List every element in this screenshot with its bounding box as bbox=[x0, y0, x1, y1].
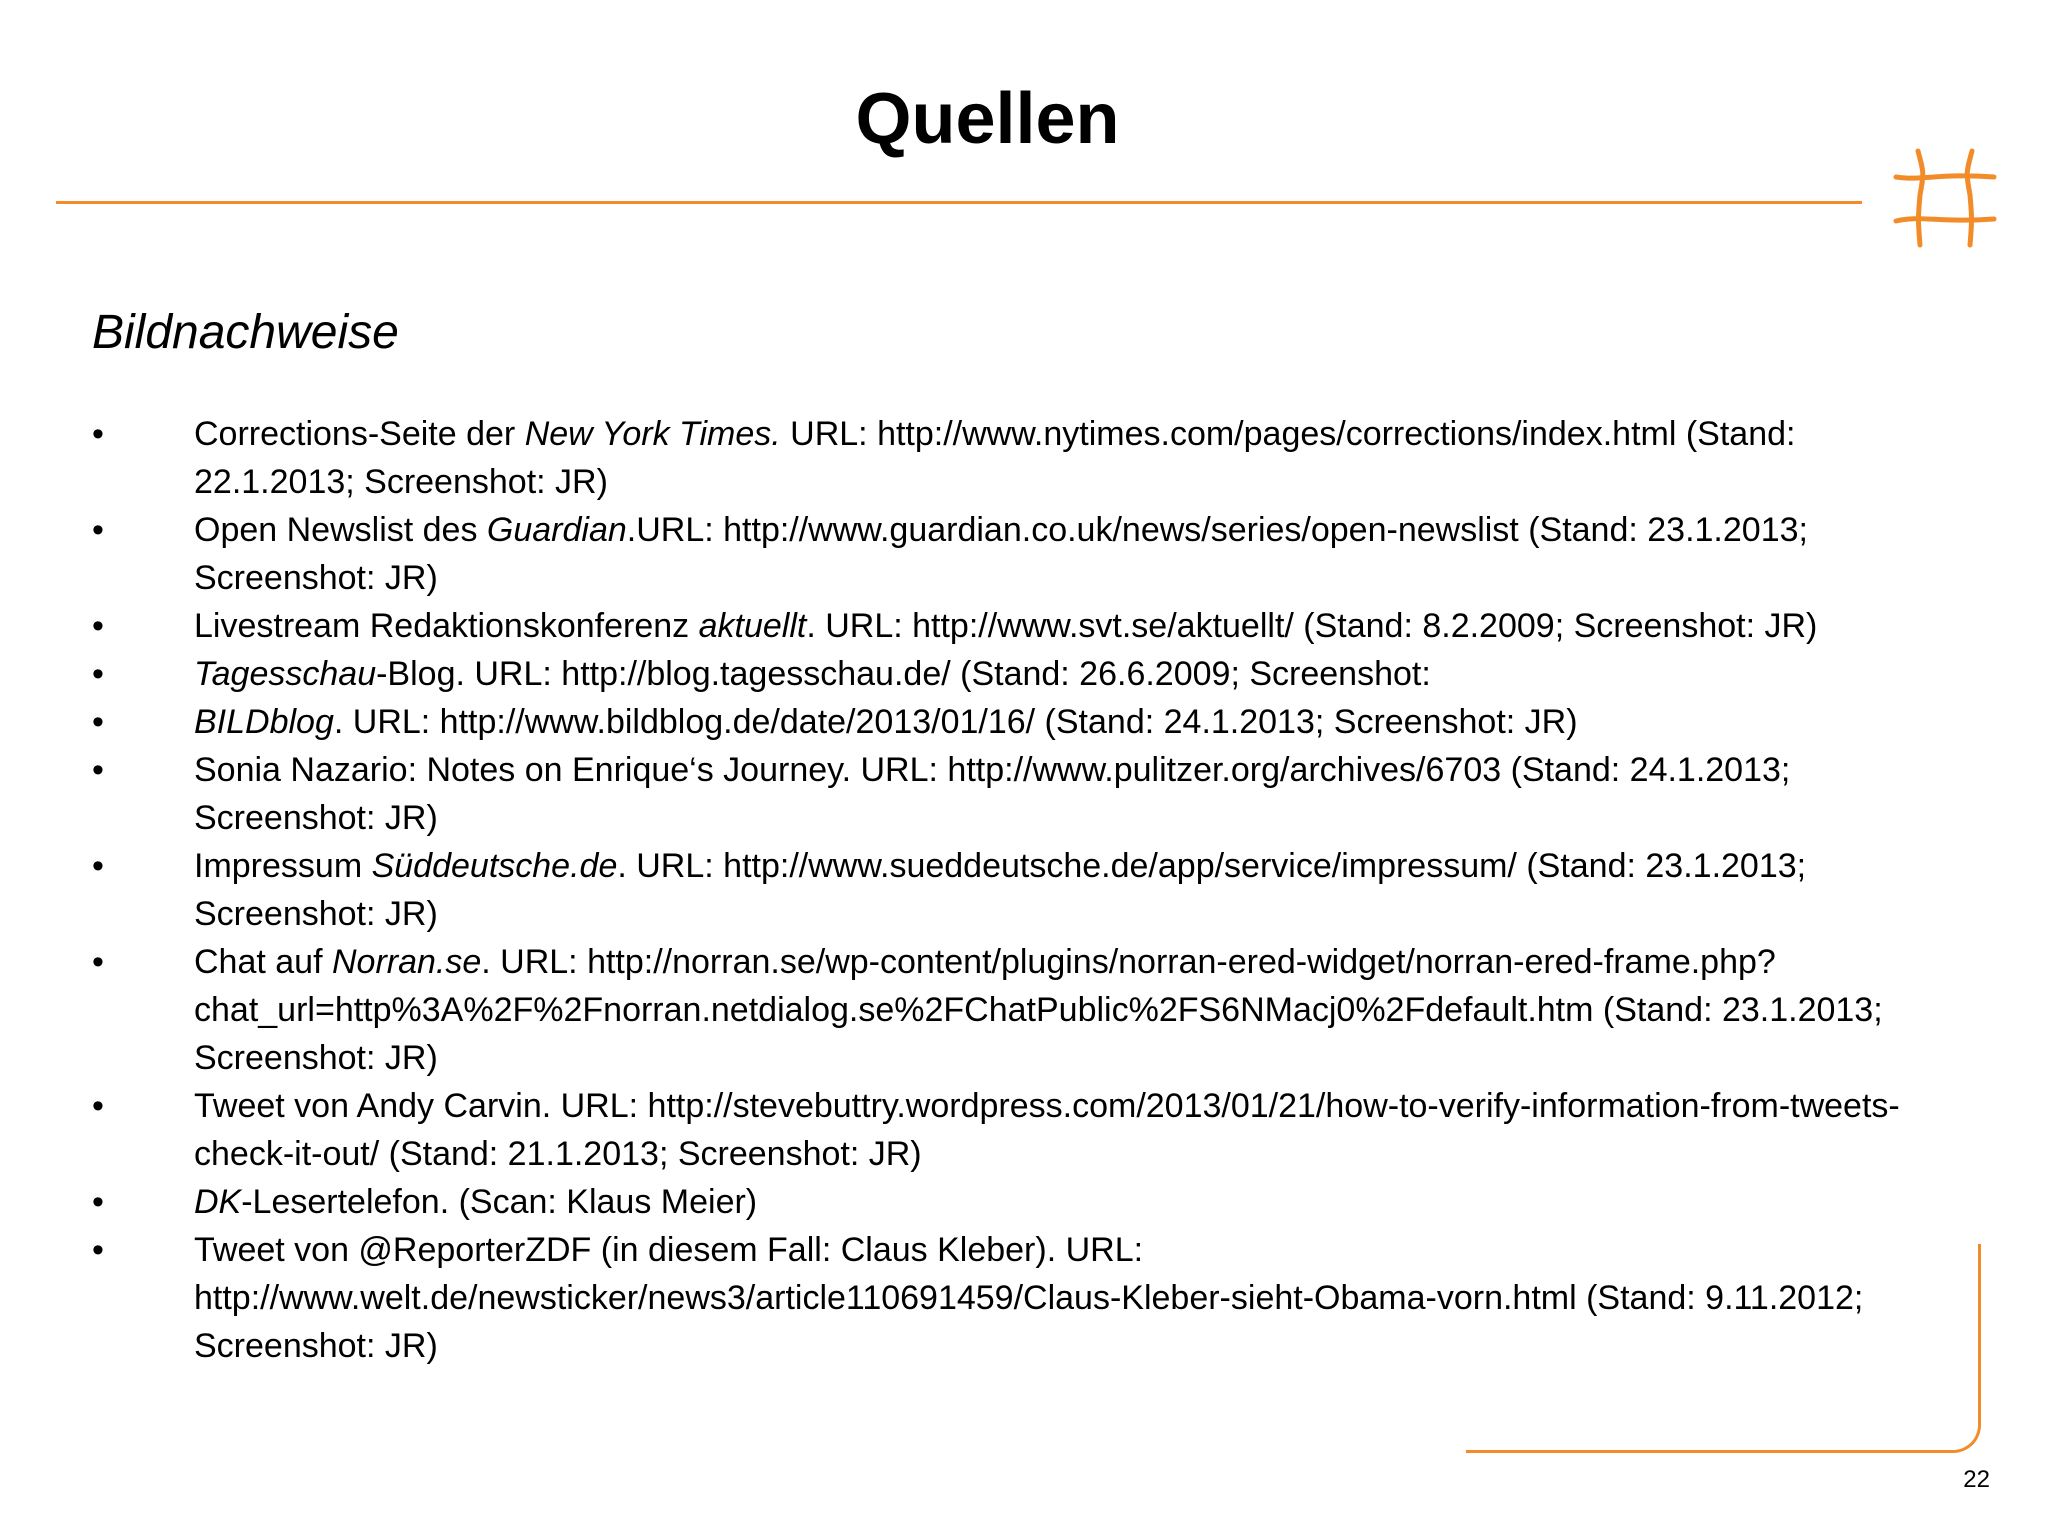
item-source-name: DK bbox=[194, 1183, 242, 1221]
item-text: Tweet von @ReporterZDF (in diesem Fall: Claus Kleber). URL: http://www.welt.de/newsticker/news3/article110691459/Claus-Kleber-sieht-Obama-vorn.html (Stand: 9.11.2012; Screenshot: JR) bbox=[194, 1231, 1864, 1365]
bullet-icon: • bbox=[92, 415, 104, 453]
item-text: Tweet von Andy Carvin. URL: http://stevebuttry.wordpress.com/2013/01/21/how-to-verify-information-from-tweets-check-it-out/ (Stand: 21.1.2013; Screenshot: JR) bbox=[194, 1087, 1900, 1173]
item-source-name: Norran.se bbox=[331, 943, 482, 981]
bullet-icon: • bbox=[92, 751, 104, 789]
item-source-name: BILDblog bbox=[194, 703, 334, 741]
list-item bbox=[92, 650, 1952, 698]
item-source-name: Guardian bbox=[486, 511, 627, 549]
item-text: Open Newslist des bbox=[194, 511, 487, 549]
item-text: Impressum bbox=[194, 847, 372, 885]
item-source-name: New York Times. bbox=[524, 415, 781, 453]
bullet-icon: • bbox=[92, 703, 104, 741]
list-item bbox=[92, 698, 1952, 746]
item-text: Sonia Nazario: Notes on Enrique‘s Journey. URL: http://www.pulitzer.org/archives/6703 (Stand: 24.1.2013; Screenshot: JR) bbox=[194, 751, 1791, 837]
item-text: . URL: http://www.sueddeutsche.de/app/service/impressum/ (Stand: 23.1.2013; Screenshot: JR) bbox=[194, 847, 1807, 933]
bullet-icon: • bbox=[92, 511, 104, 549]
item-source-name: aktuellt bbox=[698, 607, 807, 645]
title-divider bbox=[56, 201, 1862, 204]
item-text: Corrections-Seite der bbox=[194, 415, 525, 453]
item-text: -Blog. URL: http://blog.tagesschau.de/ (Stand: 26.6.2009; Screenshot: bbox=[376, 655, 1431, 693]
list-item bbox=[92, 842, 1952, 938]
bullet-icon: • bbox=[92, 847, 104, 885]
decorative-corner-frame bbox=[1466, 1244, 1981, 1453]
list-item bbox=[92, 506, 1952, 602]
bullet-icon: • bbox=[92, 607, 104, 645]
item-text: .URL: http://www.guardian.co.uk/news/series/open-newslist (Stand: 23.1.2013; Screenshot: JR) bbox=[194, 511, 1808, 597]
page-number: 22 bbox=[1963, 1466, 1990, 1493]
orange-star-logo-icon bbox=[1890, 143, 2000, 253]
list-item bbox=[92, 602, 1952, 650]
bullet-icon: • bbox=[92, 1087, 104, 1125]
bullet-icon: • bbox=[92, 1231, 104, 1269]
item-source-name: Süddeutsche.de bbox=[371, 847, 618, 885]
item-text: Livestream Redaktionskonferenz bbox=[194, 607, 699, 645]
item-text: . URL: http://norran.se/wp-content/plugins/norran-ered-widget/norran-ered-frame.php?chat_url=http%3A%2F%2Fnorran.netdialog.se%2FChatPublic%2FS6NMacj0%2Fdefault.htm (Stand: 23.1.2013; Screenshot: JR) bbox=[194, 943, 1883, 1077]
section-subtitle: Bildnachweise bbox=[92, 306, 399, 359]
list-item bbox=[92, 1082, 1952, 1178]
item-text: Chat auf bbox=[194, 943, 332, 981]
list-item bbox=[92, 938, 1952, 1082]
bullet-icon: • bbox=[92, 1183, 104, 1221]
bullet-icon: • bbox=[92, 943, 104, 981]
list-item bbox=[92, 1178, 1952, 1226]
list-item bbox=[92, 746, 1952, 842]
bullet-icon: • bbox=[92, 655, 104, 693]
item-text: -Lesertelefon. (Scan: Klaus Meier) bbox=[241, 1183, 758, 1221]
item-source-name: Tagesschau bbox=[194, 655, 377, 693]
source-list bbox=[92, 410, 1952, 1370]
item-text: URL: http://www.nytimes.com/pages/corrections/index.html (Stand: 22.1.2013; Screenshot: JR) bbox=[194, 415, 1796, 501]
item-text: . URL: http://www.svt.se/aktuellt/ (Stand: 8.2.2009; Screenshot: JR) bbox=[806, 607, 1818, 645]
item-text: . URL: http://www.bildblog.de/date/2013/01/16/ (Stand: 24.1.2013; Screenshot: JR) bbox=[333, 703, 1578, 741]
page-title: Quellen bbox=[855, 79, 1120, 159]
list-item bbox=[92, 410, 1952, 506]
